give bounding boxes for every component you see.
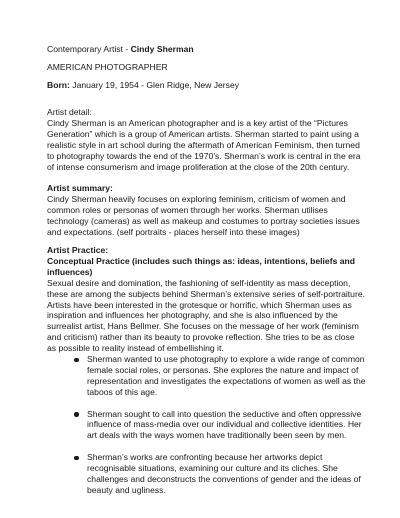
artist-detail-heading: Artist detail: — [47, 107, 92, 117]
list-item: Sherman sought to call into question the seductive and often oppressive influence of mass-media over our individual and collective identities. Her art deals with the ways women have traditionally been seen by men. — [67, 409, 367, 442]
born-line — [47, 80, 365, 91]
born-value: January 19, 1954 - Glen Ridge, New Jersey — [69, 80, 240, 90]
artist-occupation: AMERICAN PHOTOGRAPHER — [47, 62, 168, 72]
artist-name: Cindy Sherman — [130, 44, 194, 54]
artist-detail-text: Cindy Sherman is an American photographer and is a key artist of the “Pictures Generation” which is a group of American artists. Sherman started to paint using a realistic style in art school during the aftermath of American Feminism, then turned to photography towards the end of the 1970’s. Sherman’s work is central in the era of intense consumerism and image proliferation at the close of the 20th century. — [47, 117, 361, 172]
born-label: Born: — [47, 80, 70, 90]
list-item: Sherman’s works are confronting because her artworks depict recognisable situations, examining our culture and its cliches. She challenges and deconstructs the conventions of gender and the ideas of beauty and ugliness. — [67, 452, 367, 496]
practice-bullet-list — [67, 354, 367, 507]
artist-detail-section — [47, 107, 365, 172]
artist-practice-text: Sexual desire and domination, the fashioning of self-identity as mass deception, these are among the subjects behind Sherman’s extensive series of self-portraiture. Artists have been interested in the grotesque or horrific, which Sherman uses as inspiration and influences her photography, and she is also influenced by the surrealist artist, Hans Bellmer. She focuses on the message of her work (feminism and criticism) rather than its beauty to provoke reflection. She tries to be as close as possible to reality instead of embellishing it. — [47, 277, 365, 354]
list-item: Sherman wanted to use photography to explore a wide range of common female social roles, or personas. She explores the nature and impact of representation and investigates the expectations of women as well as the taboos of this age. — [67, 354, 367, 398]
artist-practice-section — [47, 245, 365, 354]
conceptual-practice-heading: Conceptual Practice (includes such things as: ideas, intentions, beliefs and influences) — [47, 255, 356, 277]
artist-summary-text: Cindy Sherman heavily focuses on exploring feminism, criticism of women and common roles or personas of women through her works. Sherman utilises technology (cameras) as well as makeup and costumes to portray societies issues and expectations. (self portraits - places herself into these images) — [47, 193, 360, 237]
page-title — [47, 44, 365, 55]
artist-practice-heading: Artist Practice: — [47, 245, 109, 255]
artist-summary-section — [47, 183, 365, 238]
artist-summary-heading: Artist summary: — [47, 183, 113, 193]
title-label: Contemporary Artist - — [47, 44, 131, 54]
